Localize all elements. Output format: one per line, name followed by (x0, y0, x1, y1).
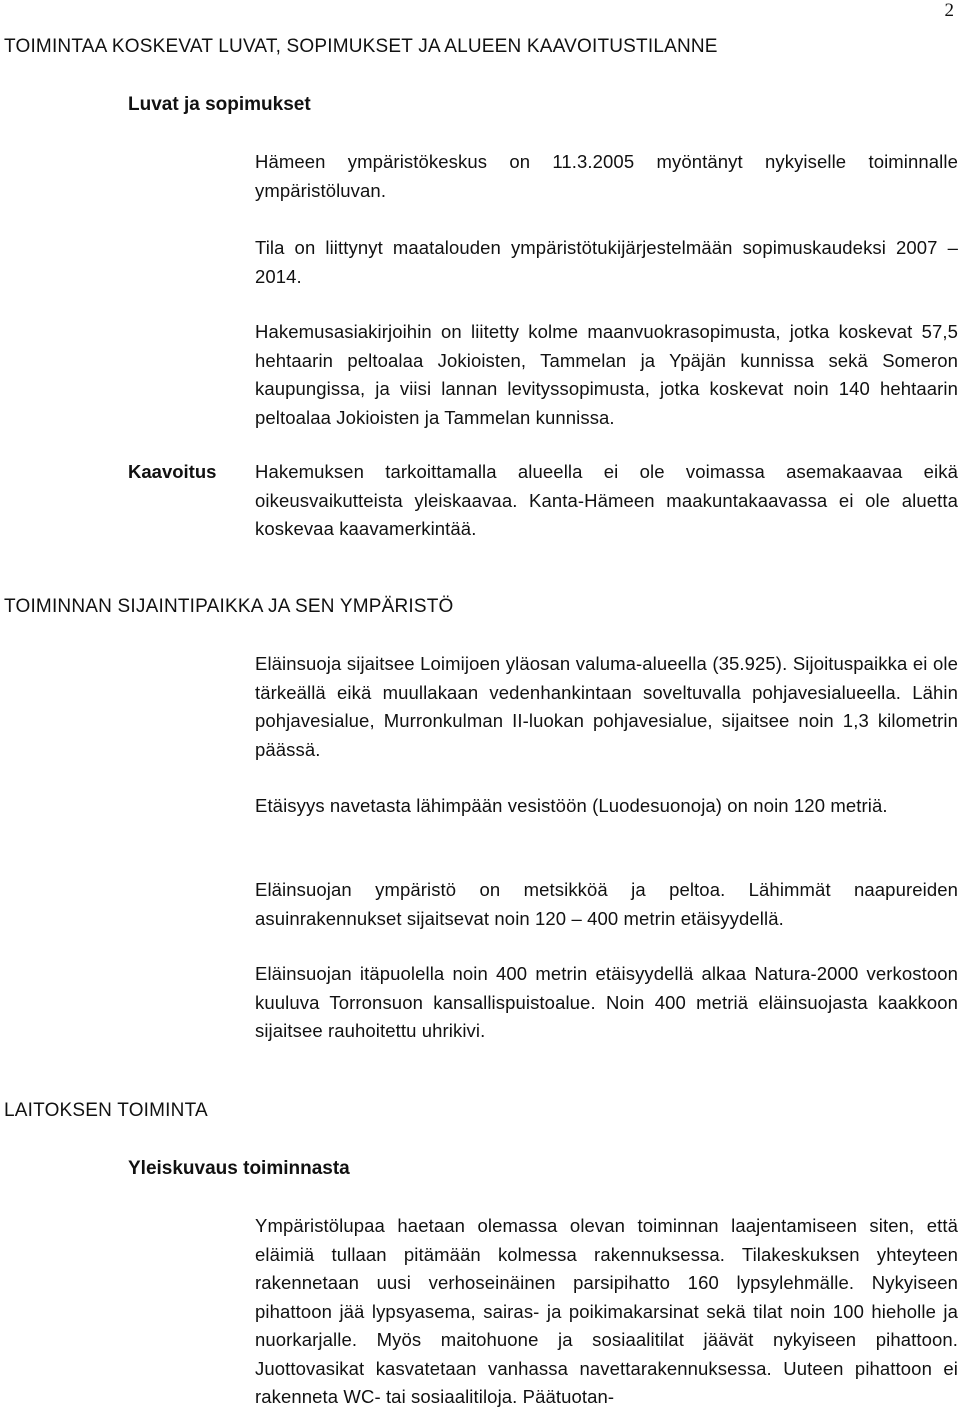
paragraph-surroundings: Eläinsuojan ympäristö on metsikköä ja peltoa. Lähimmät naapureiden asuinrakennukset sijaitsevat noin 120 – 400 metrin etäisyydellä. (255, 879, 958, 929)
subheading-general-description: Yleiskuvaus toiminnasta (128, 1158, 350, 1179)
page-number: 2 (944, 0, 954, 21)
paragraph-distance-waterway: Etäisyys navetasta lähimpään vesistöön (Luodesuonoja) on noin 120 metriä. (255, 795, 888, 816)
paragraph-zoning: Hakemuksen tarkoittamalla alueella ei ole voimassa asemakaavaa eikä oikeusvaikutteista yleiskaavaa. Kanta-Hämeen maakuntakaavassa ei ole aluetta koskevaa kaavamerkintää. (255, 461, 958, 539)
paragraph-support-system: Tila on liittynyt maatalouden ympäristötukijärjestelmään sopimuskaudeksi 2007 – 2014. (255, 237, 958, 287)
paragraph-lease-agreements: Hakemusasiakirjoihin on liitetty kolme maanvuokrasopimusta, jotka koskevat 57,5 hehtaarin peltoalaa Jokioisten, Tammelan ja Ypäjän kunnissa sekä Someron kaupungissa, ja viisi lannan levityssopimusta, jotka koskevat noin 140 hehtaarin peltoalaa Jokioisten ja Tammelan kunnissa. (255, 321, 958, 428)
section-heading-permits: TOIMINTAA KOSKEVAT LUVAT, SOPIMUKSET JA ALUEEN KAAVOITUSTILANNE (4, 36, 718, 57)
paragraph-natura-area: Eläinsuojan itäpuolella noin 400 metrin etäisyydellä alkaa Natura-2000 verkostoon kuuluva Torronsuon kansallispuistoalue. Noin 400 metriä eläinsuojasta kaakkoon sijaitsee rauhoitettu uhrikivi. (255, 963, 958, 1041)
side-label-kaavoitus: Kaavoitus (128, 461, 217, 482)
section-heading-location: TOIMINNAN SIJAINTIPAIKKA JA SEN YMPÄRISTÖ (4, 596, 454, 617)
section-heading-operations: LAITOKSEN TOIMINTA (4, 1100, 208, 1121)
paragraph-environmental-permit: Hämeen ympäristökeskus on 11.3.2005 myöntänyt nykyiselle toiminnalle ympäristöluvan. (255, 151, 958, 201)
paragraph-catchment-area: Eläinsuoja sijaitsee Loimijoen yläosan valuma-alueella (35.925). Sijoituspaikka ei ole tärkeällä eikä muullakaan vedenhankintaan soveltuvalla pohjavesialueella. Lähin pohjavesialue, Murronkulman II-luokan pohjavesialue, sijaitsee noin 1,3 kilometrin päässä. (255, 653, 958, 760)
subheading-permits-agreements: Luvat ja sopimukset (128, 94, 311, 115)
paragraph-general-description: Ympäristölupaa haetaan olemassa olevan toiminnan laajentamiseen siten, että eläimiä tullaan pitämään kolmessa rakennuksessa. Tilakeskuksen yhteyteen rakennetaan uusi verhoseinäinen parsipihatto 160 lypsylehmälle. Nykyiseen pihattoon jää lypsyasema, sairas- ja poikimakarsinat sekä tilat noin 100 hieholle ja nuorkarjalle. Myös maitohuone ja sosiaalitilat jäävät nykyiseen pihattoon. Juottovasikat kasvatetaan vanhassa navettarakennuksessa. Uuteen pihattoon ei rakenneta WC- tai sosiaalitiloja. Päätuotan- (255, 1215, 958, 1407)
